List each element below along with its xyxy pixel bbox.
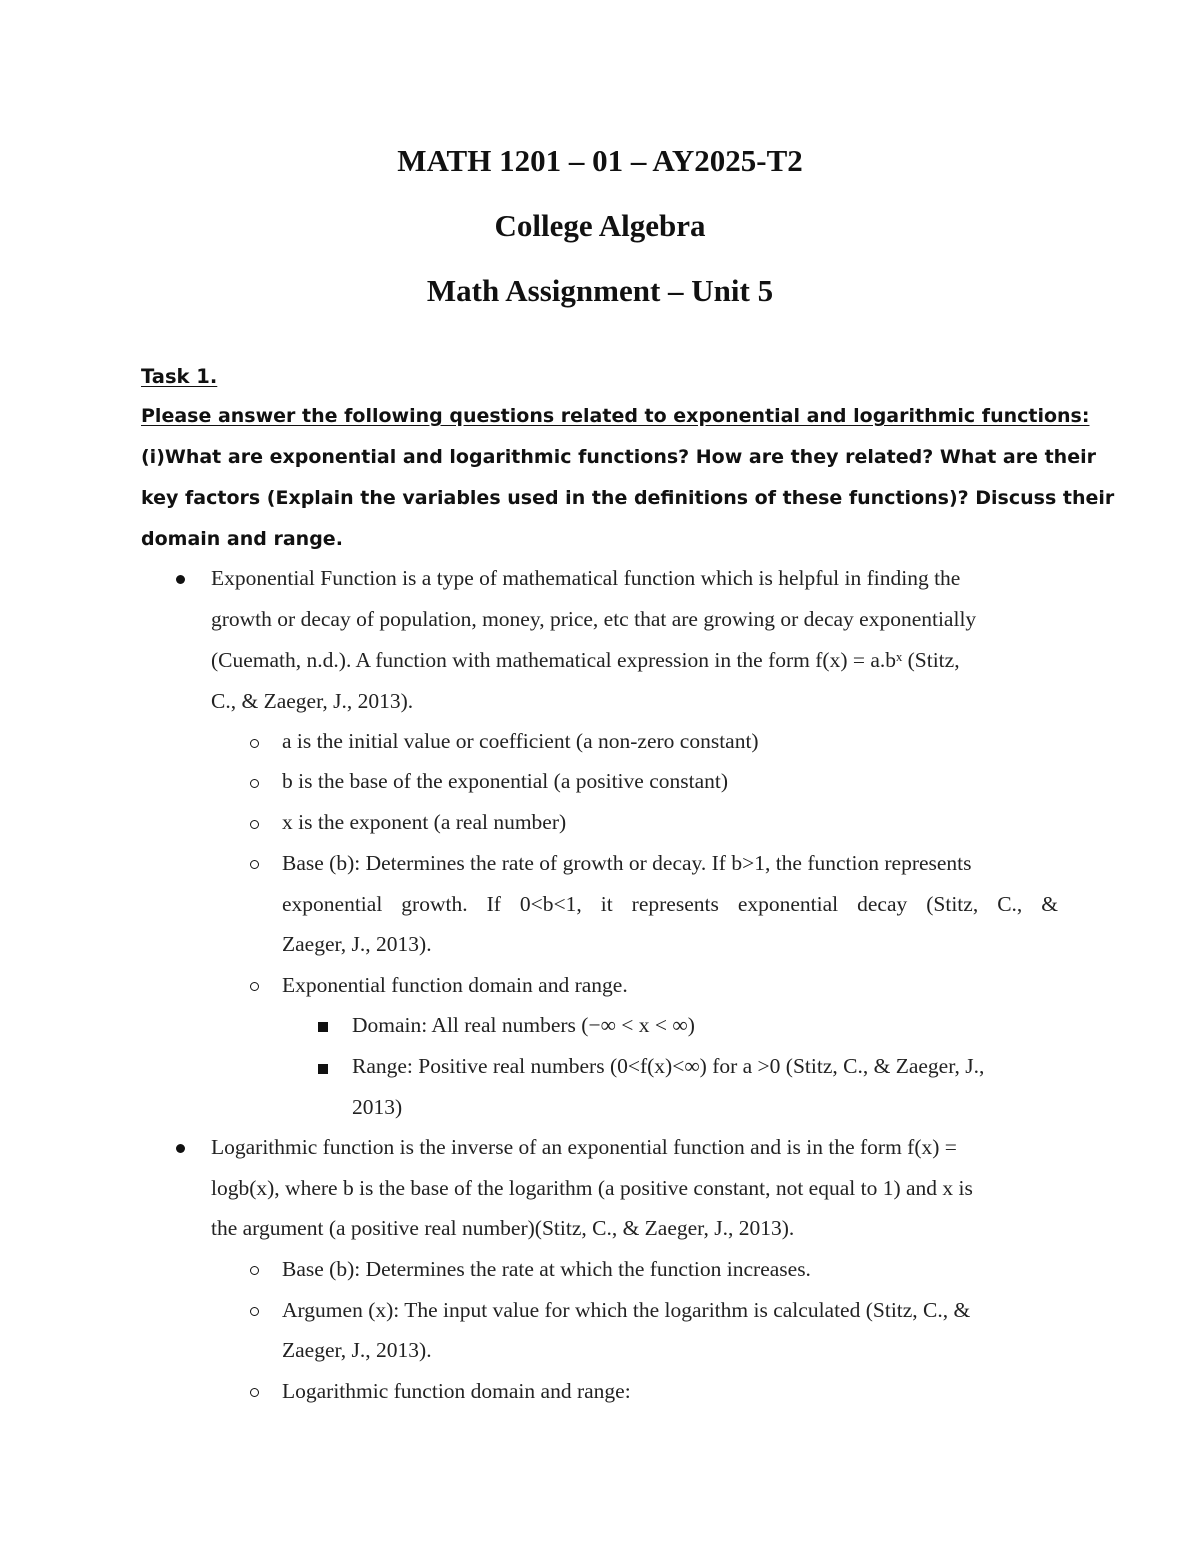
circle-bullet-icon bbox=[250, 779, 259, 788]
exponential-line: C., & Zaeger, J., 2013). bbox=[211, 689, 414, 713]
circle-bullet-icon bbox=[250, 1307, 259, 1316]
exponential-domain-range-label: Exponential function domain and range. bbox=[282, 973, 628, 997]
exponential-range-line: 2013) bbox=[352, 1095, 403, 1119]
logarithmic-base-item: Base (b): Determines the rate at which the function increases. bbox=[282, 1257, 811, 1281]
task-instruction: Please answer the following questions related to exponential and logarithmic functions: bbox=[141, 405, 1090, 427]
course-code-title: MATH 1201 – 01 – AY2025-T2 bbox=[397, 143, 803, 178]
circle-bullet-icon bbox=[250, 982, 259, 991]
exponential-base-line: Zaeger, J., 2013). bbox=[282, 932, 432, 956]
exponential-line: (Cuemath, n.d.). A function with mathematical expression in the form f(x) = a.bˣ (Stitz, bbox=[211, 648, 960, 672]
exponential-sub-item: x is the exponent (a real number) bbox=[282, 810, 567, 834]
circle-bullet-icon bbox=[250, 820, 259, 829]
course-name-title: College Algebra bbox=[494, 208, 706, 243]
square-bullet-icon bbox=[318, 1064, 328, 1074]
logarithmic-argument-line: Argumen (x): The input value for which the logarithm is calculated (Stitz, C., & bbox=[282, 1298, 971, 1322]
logarithmic-line: the argument (a positive real number)(Stitz, C., & Zaeger, J., 2013). bbox=[211, 1216, 795, 1240]
exponential-line: growth or decay of population, money, price, etc that are growing or decay exponentially bbox=[211, 607, 977, 631]
square-bullet-icon bbox=[318, 1022, 328, 1032]
question-line: domain and range. bbox=[141, 528, 343, 550]
logarithmic-argument-line: Zaeger, J., 2013). bbox=[282, 1338, 432, 1362]
question-line: key factors (Explain the variables used in the definitions of these functions)? Discuss their bbox=[141, 487, 1115, 509]
assignment-title: Math Assignment – Unit 5 bbox=[426, 273, 774, 308]
task-label: Task 1. bbox=[141, 365, 218, 388]
logarithmic-domain-range-label: Logarithmic function domain and range: bbox=[282, 1379, 631, 1403]
exponential-range-line: Range: Positive real numbers (0<f(x)<∞) for a >0 (Stitz, C., & Zaeger, J., bbox=[352, 1054, 985, 1078]
exponential-sub-item: b is the base of the exponential (a positive constant) bbox=[282, 769, 728, 793]
exponential-line: Exponential Function is a type of mathematical function which is helpful in finding the bbox=[211, 566, 961, 590]
logarithmic-line: logb(x), where b is the base of the logarithm (a positive constant, not equal to 1) and x is bbox=[211, 1176, 973, 1200]
question-line: (i)What are exponential and logarithmic functions? How are they related? What are their bbox=[141, 446, 1096, 468]
exponential-sub-item: a is the initial value or coefficient (a non-zero constant) bbox=[282, 729, 759, 753]
exponential-domain: Domain: All real numbers (−∞ < x < ∞) bbox=[352, 1013, 695, 1037]
exponential-base-line: Base (b): Determines the rate of growth or decay. If b>1, the function represents bbox=[282, 851, 972, 875]
exponential-base-line: exponential growth. If 0<b<1, it represents exponential decay (Stitz, C., & bbox=[282, 892, 1058, 916]
circle-bullet-icon bbox=[250, 860, 259, 869]
logarithmic-line: Logarithmic function is the inverse of an exponential function and is in the form f(x) = bbox=[211, 1135, 957, 1159]
bullet-icon bbox=[176, 575, 185, 584]
circle-bullet-icon bbox=[250, 739, 259, 748]
circle-bullet-icon bbox=[250, 1266, 259, 1275]
bullet-icon bbox=[176, 1144, 185, 1153]
circle-bullet-icon bbox=[250, 1388, 259, 1397]
